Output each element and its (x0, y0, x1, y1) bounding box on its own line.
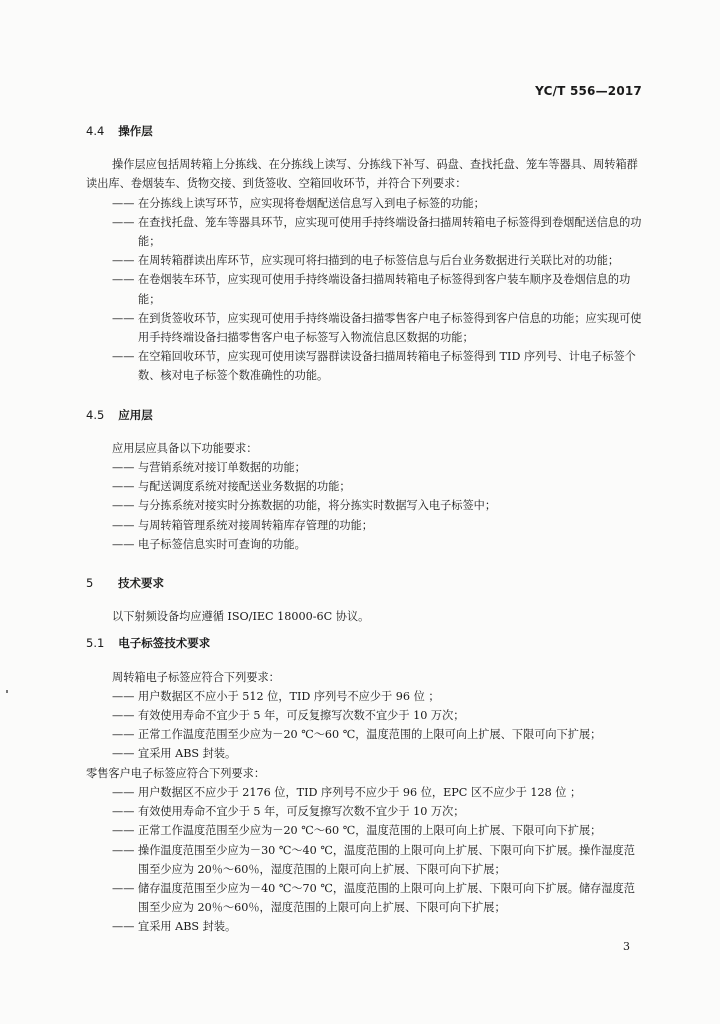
list-item (86, 458, 646, 477)
list-dash: —— (112, 461, 135, 475)
document-code: YC/T 556—2017 (535, 84, 642, 98)
list-item-text: 在查找托盘、笼车等器具环节，应实现可使用手持终端设备扫描周转箱电子标签得到卷烟配送信息的功能； (138, 215, 642, 249)
list-item-text: 用户数据区不应小于 512 位，TID 序列号不应少于 96 位 ； (138, 689, 440, 703)
section-number: 5.1 (86, 636, 105, 651)
list-item (86, 917, 646, 936)
list-item (86, 744, 646, 763)
list-dash: —— (112, 785, 135, 799)
section-number: 5 (86, 576, 94, 591)
list-item-text: 与营销系统对接订单数据的功能； (138, 461, 306, 475)
document-body (86, 122, 646, 937)
paragraph: 零售客户电子标签应符合下列要求： (86, 766, 266, 780)
list-dash: —— (112, 805, 135, 819)
list-item (86, 706, 646, 725)
list-dash: —— (112, 728, 135, 742)
list-item (86, 821, 646, 840)
section-heading-4-4 (86, 122, 646, 141)
section-title: 操作层 (118, 124, 153, 138)
list-item-text: 正常工作温度范围至少应为－20 ℃～60 ℃，温度范围的上限可向上扩展、下限可向下扩展； (138, 728, 602, 742)
list-item-text: 与周转箱管理系统对接周转箱库存管理的功能； (138, 518, 373, 532)
list-item-text: 电子标签信息实时可查询的功能。 (138, 537, 306, 551)
list-item-text: 操作温度范围至少应为－30 ℃～40 ℃，温度范围的上限可向上扩展、下限可向下扩展。操作湿度范围至少应为 20％～60％，湿度范围的上限可向上扩展、下限可向下扩展； (138, 843, 635, 876)
list-dash: —— (112, 824, 135, 838)
list-item (86, 251, 646, 270)
list-dash: —— (112, 196, 135, 210)
paragraph: 应用层应具备以下功能要求： (112, 441, 258, 455)
list-dash: —— (112, 480, 135, 494)
list-item (86, 783, 646, 802)
section-number: 4.4 (86, 124, 105, 138)
paragraph: 操作层应包括周转箱上分拣线、在分拣线上读写、分拣线下补写、码盘、查找托盘、笼车等器具、周转箱群读出库、卷烟装车、货物交接、到货签收、空箱回收环节，并符合下列要求： (86, 158, 638, 191)
scan-artifact (6, 690, 8, 693)
list-item-text: 宜采用 ABS 封装。 (138, 920, 237, 934)
list-item (86, 347, 646, 385)
list-item (86, 687, 646, 706)
list-item (86, 309, 646, 347)
list-item-text: 正常工作温度范围至少应为－20 ℃～60 ℃，温度范围的上限可向上扩展、下限可向下扩展； (138, 824, 602, 838)
section-heading-5 (86, 574, 646, 593)
list-item (86, 802, 646, 821)
list-dash: —— (112, 689, 135, 703)
list-item (86, 535, 646, 554)
list-dash: —— (112, 537, 135, 551)
list-dash: —— (112, 273, 135, 287)
list-item-text: 有效使用寿命不宜少于 5 年，可反复擦写次数不宜少于 10 万次； (138, 805, 465, 819)
section-title: 应用层 (118, 407, 153, 422)
list-dash: —— (112, 350, 135, 364)
list-dash: —— (112, 709, 135, 723)
list-dash: —— (112, 254, 135, 268)
list-dash: —— (112, 881, 135, 895)
list-item-text: 在分拣线上读写环节，应实现将卷烟配送信息写入到电子标签的功能； (138, 196, 485, 210)
list-item-text: 在空箱回收环节，应实现可使用读写器群读设备扫描周转箱电子标签得到 TID 序列号、计电子标签个数、核对电子标签个数准确性的功能。 (138, 350, 636, 383)
list-item-text: 与分拣系统对接实时分拣数据的功能，将分拣实时数据写入电子标签中； (138, 499, 497, 513)
list-item-text: 在到货签收环节，应实现可使用手持终端设备扫描零售客户电子标签得到客户信息的功能；应实现可使用手持终端设备扫描零售客户电子标签写入物流信息区数据的功能； (138, 311, 642, 345)
list-dash: —— (112, 920, 135, 934)
list-dash: —— (112, 499, 135, 513)
list-dash: —— (112, 518, 135, 532)
list-item-text: 储存温度范围至少应为－40 ℃～70 ℃，温度范围的上限可向上扩展、下限可向下扩展。储存湿度范围至少应为 20％～60％，湿度范围的上限可向上扩展、下限可向下扩展； (138, 881, 635, 915)
list-item (86, 477, 646, 496)
paragraph: 以下射频设备均应遵循 ISO/IEC 18000-6C 协议。 (112, 610, 370, 624)
list-item (86, 516, 646, 535)
list-item-text: 用户数据区不应少于 2176 位，TID 序列号不应少于 96 位，EPC 区不应少于 128 位 ； (138, 785, 582, 799)
section-number: 4.5 (86, 407, 105, 422)
list-item-text: 有效使用寿命不宜少于 5 年，可反复擦写次数不宜少于 10 万次； (138, 709, 465, 723)
list-item (86, 194, 646, 213)
list-item (86, 725, 646, 744)
list-dash: —— (112, 215, 135, 229)
list-dash: —— (112, 747, 135, 761)
list-dash: —— (112, 843, 135, 857)
list-item (86, 879, 646, 917)
list-item-text: 在卷烟装车环节，应实现可使用手持终端设备扫描周转箱电子标签得到客户装车顺序及卷烟信息的功能； (138, 273, 631, 306)
paragraph: 周转箱电子标签应符合下列要求： (112, 670, 280, 684)
list-item-text: 宜采用 ABS 封装。 (138, 747, 237, 761)
list-item-text: 在周转箱群读出库环节，应实现可将扫描到的电子标签信息与后台业务数据进行关联比对的功能； (138, 254, 620, 268)
list-item (86, 841, 646, 879)
list-item (86, 270, 646, 308)
list-item (86, 213, 646, 251)
page-number: 3 (623, 940, 630, 953)
list-item (86, 496, 646, 515)
section-title: 电子标签技术要求 (118, 636, 211, 651)
list-item-text: 与配送调度系统对接配送业务数据的功能； (138, 480, 351, 494)
section-heading-4-5 (86, 406, 646, 425)
section-heading-5-1 (86, 634, 646, 653)
list-dash: —— (112, 311, 135, 325)
section-title: 技术要求 (118, 576, 164, 591)
